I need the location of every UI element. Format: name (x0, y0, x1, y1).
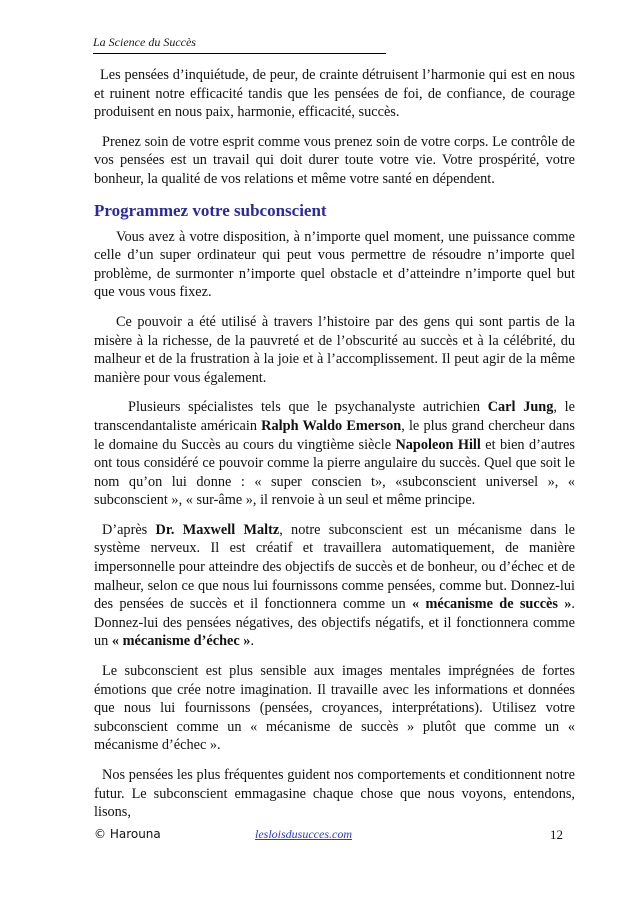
running-header: La Science du Succès (93, 35, 196, 49)
p5-text-1: Plusieurs spécialistes tels que le psychanalyste autrichien (128, 399, 488, 416)
p6-bold-mecanisme-echec: « mécanisme d’échec » (111, 633, 251, 650)
p6-text-1: D’après (102, 521, 156, 538)
paragraph-2: Prenez soin de votre esprit comme vous prenez soin de votre corps. Le contrôle de vos pensées est un travail qui doit durer toute votre vie. Votre prospérité, votre bonheur, la qualité de vos relations et même votre santé en dépendent. (94, 133, 575, 187)
paragraph-8: Nos pensées les plus fréquentes guident nos comportements et conditionnent notre futur. Le subconscient emmagasine chaque chose que nous voyons, entendons, lisons, (94, 767, 575, 821)
p5-text-3: , le plus grand chercheur dans le domaine du Succès au cours du vingtième siècle (94, 417, 575, 453)
p5-text-2: , le transcendantaliste américain (94, 399, 575, 434)
p6-bold-maltz: Dr. Maxwell Maltz (155, 521, 280, 538)
p5-bold-napoleon-hill: Napoleon Hill (395, 436, 481, 453)
paragraph-1: Les pensées d’inquiétude, de peur, de crainte détruisent l’harmonie qui est en nous et ruinent notre efficacité tandis que les pensées de foi, de confiance, de courage produisent en nous paix, harmonie, efficacité, succès. (94, 67, 575, 121)
p5-bold-emerson: Ralph Waldo Emerson (261, 417, 402, 434)
section-heading: Programmez votre subconscient (94, 200, 327, 220)
p5-bold-carl-jung: Carl Jung (487, 399, 554, 416)
page-number: 12 (550, 827, 563, 842)
paragraph-3: Vous avez à votre disposition, à n’importe quel moment, une puissance comme celle d’un super ordinateur qui peut vous permettre de résoudre n’importe quel problème, de surmonter n’importe quel obstacle et d’atteindre n’importe quel but que vous vous fixez. (94, 228, 575, 301)
p5-text-4: et bien d’autres ont tous considéré ce pouvoir comme la pierre angulaire du succès. Quel que soit le nom qu’on lui donne : « super conscien t», «subconscient universel », « subconscient », « sur-âme », il renvoie à un seul et même principe. (94, 436, 575, 509)
body-text (94, 66, 575, 833)
p6-text-2: , notre subconscient est un mécanisme dans le système nerveux. Il est créatif et travaillera automatiquement, de manière impersonnelle pour atteindre des objectifs de succès et de bonheur, ou d’échec et de malheur, selon ce que nous lui fournissons comme pensées, comme but. Donnez-lui des pensées de succès et il fonctionnera comme un (94, 521, 575, 613)
paragraph-4: Ce pouvoir a été utilisé à travers l’histoire par des gens qui sont partis de la misère à la richesse, de la pauvreté et de l’obscurité au succès et à la célébrité, du malheur et de la frustration à la joie et à l’accomplissement. Il peut agir de la même manière pour vous également. (94, 313, 575, 386)
footer-copyright: © Harouna (94, 827, 161, 841)
paragraph-7: Le subconscient est plus sensible aux images mentales imprégnées de fortes émotions que crée notre imagination. Il travaille avec les informations et données que nous lui fournissons (pensées, croyances, interprétations). Utilisez votre subconscient comme un « mécanisme de succès » plutôt que comme un « mécanisme d’échec ». (94, 663, 575, 754)
p6-text-4: . (250, 633, 255, 650)
p6-bold-mecanisme-succes: « mécanisme de succès » (411, 596, 572, 613)
paragraph-6 (94, 521, 575, 651)
p6-text-3: . Donnez-lui des pensées négatives, des objectifs négatifs, et il fonctionnera comme un (94, 596, 575, 650)
footer-website-link[interactable]: lesloisdusucces.com (255, 827, 352, 841)
header-rule (93, 53, 386, 54)
paragraph-5 (94, 398, 575, 510)
page-footer (94, 827, 575, 847)
